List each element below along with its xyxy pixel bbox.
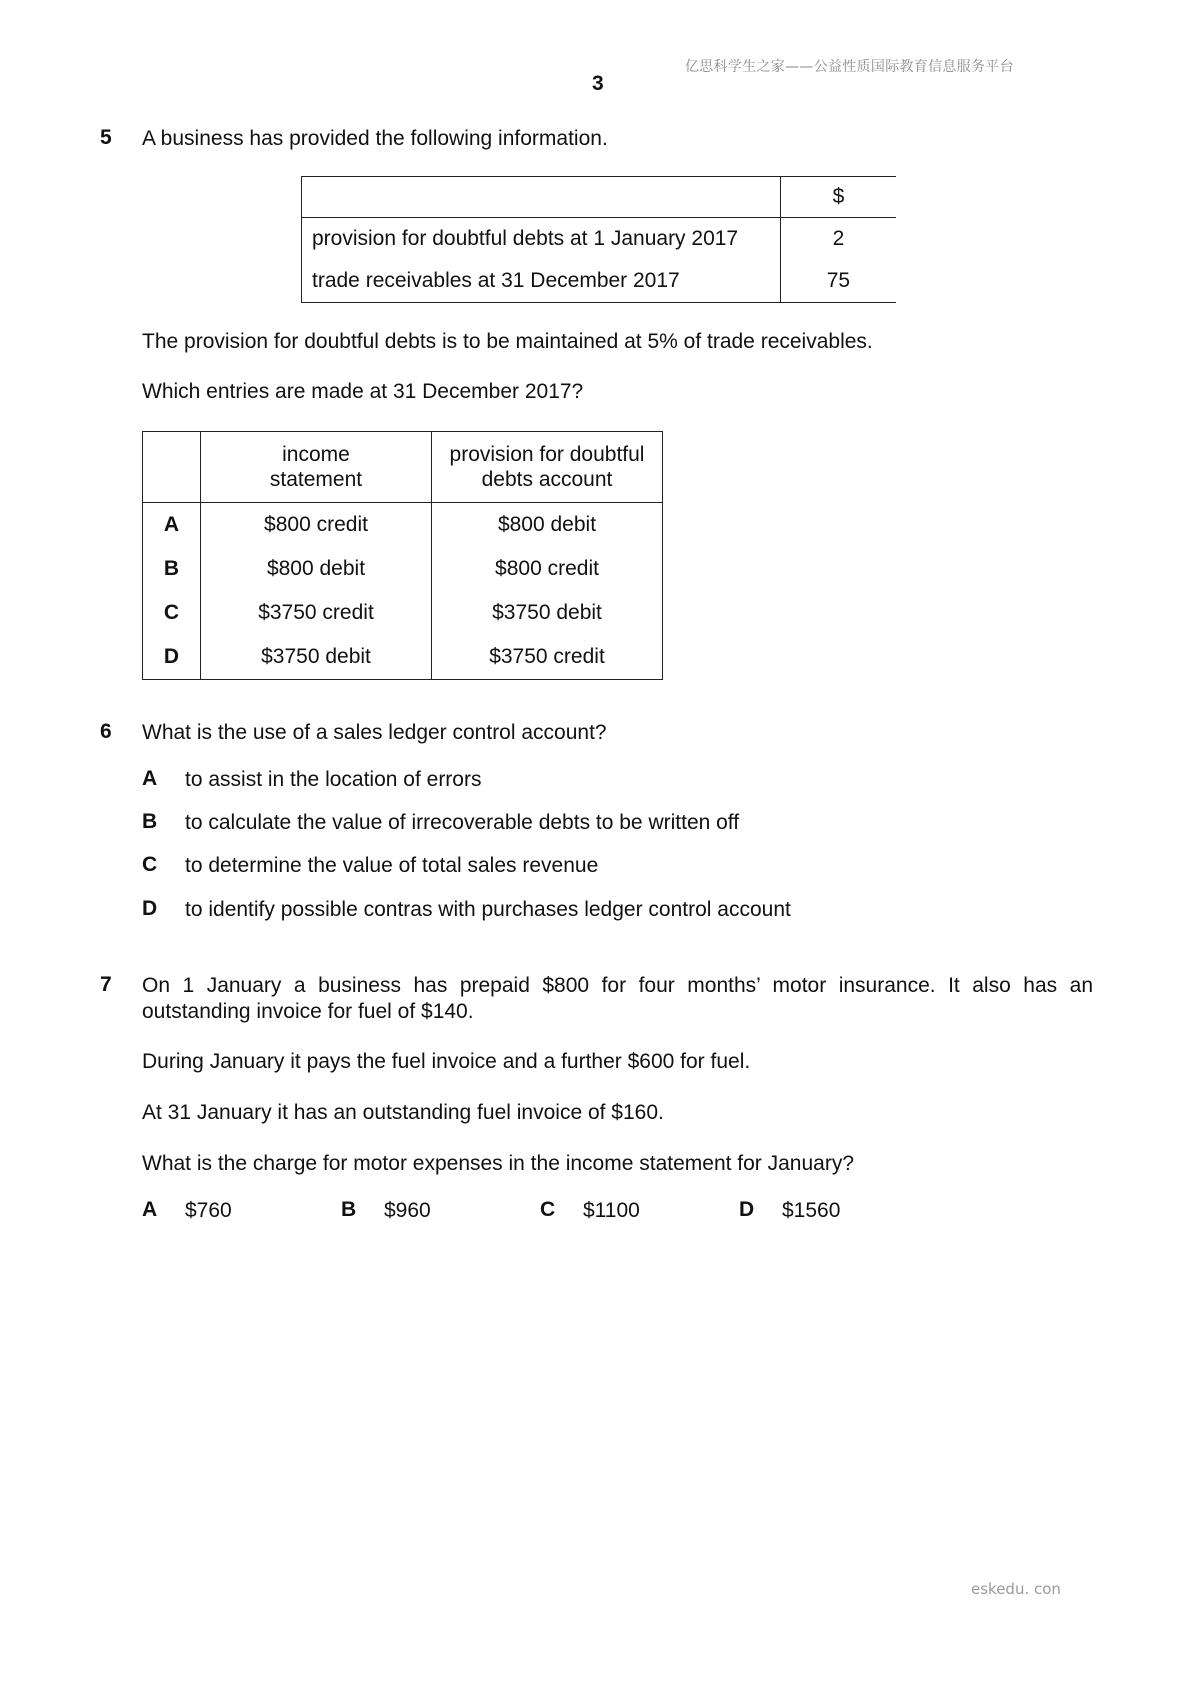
- table-row: [143, 635, 663, 680]
- question-7-line1: On 1 January a business has prepaid $800 for four months’ motor insurance. It also has an: [142, 974, 1093, 997]
- answer-table-header-row: [143, 432, 663, 503]
- option-text: $1560: [782, 1199, 841, 1222]
- question-5-intro: A business has provided the following information.: [142, 127, 608, 150]
- option-key: B: [341, 1198, 357, 1221]
- option-key: D: [142, 897, 158, 920]
- option-text: to calculate the value of irrecoverable debts to be written off: [185, 811, 740, 834]
- table-row: [143, 547, 663, 591]
- info-row-label: trade receivables at 31 December 2017: [302, 260, 781, 303]
- option-key: B: [142, 810, 158, 833]
- option-key: B: [143, 547, 201, 591]
- option-key: A: [142, 767, 158, 790]
- option-key: D: [739, 1198, 755, 1221]
- info-table-header-row: [302, 177, 897, 218]
- question-5-statement: The provision for doubtful debts is to be maintained at 5% of trade receivables.: [142, 330, 873, 353]
- provision-entry: $3750 debit: [432, 591, 663, 635]
- watermark-text: 亿思科学生之家——公益性质国际教育信息服务平台: [685, 59, 1014, 75]
- page-number: 3: [592, 72, 604, 95]
- option-key: C: [540, 1198, 556, 1221]
- option-text: to identify possible contras with purchases ledger control account: [185, 898, 791, 921]
- info-table: [301, 176, 896, 303]
- income-entry: $3750 credit: [201, 591, 432, 635]
- answer-table-blank-header: [143, 432, 201, 503]
- table-row: [143, 591, 663, 635]
- income-header-line2: statement: [269, 468, 363, 491]
- question-7-question: What is the charge for motor expenses in the income statement for January?: [142, 1152, 855, 1175]
- option-key: C: [142, 853, 158, 876]
- answer-table: [142, 431, 663, 680]
- provision-account-header: [432, 432, 663, 503]
- option-key: C: [143, 591, 201, 635]
- footer-site-text: eskedu. con: [971, 1580, 1061, 1598]
- info-row-label: provision for doubtful debts at 1 January 2017: [302, 218, 781, 261]
- option-text: $960: [384, 1199, 431, 1222]
- provision-entry: $800 debit: [432, 503, 663, 548]
- table-row: [302, 218, 897, 261]
- income-entry: $800 credit: [201, 503, 432, 548]
- option-text: to determine the value of total sales revenue: [185, 854, 599, 877]
- provision-header-line2: debts account: [481, 468, 613, 491]
- option-text: $1100: [583, 1199, 640, 1222]
- question-7-number: 7: [100, 973, 112, 996]
- question-7-line2: outstanding invoice for fuel of $140.: [142, 1000, 474, 1023]
- option-text: $760: [185, 1199, 232, 1222]
- question-7-para3: At 31 January it has an outstanding fuel invoice of $160.: [142, 1101, 664, 1124]
- info-table-blank-header: [302, 177, 781, 218]
- question-7-para2: During January it pays the fuel invoice and a further $600 for fuel.: [142, 1050, 751, 1073]
- provision-entry: $800 credit: [432, 547, 663, 591]
- question-6-question: What is the use of a sales ledger control account?: [142, 721, 607, 744]
- option-key: D: [143, 635, 201, 680]
- info-table-currency-header: $: [780, 177, 896, 218]
- income-entry: $800 debit: [201, 547, 432, 591]
- income-statement-header: [201, 432, 432, 503]
- income-header-line1: income: [282, 443, 350, 466]
- question-5-question: Which entries are made at 31 December 2017?: [142, 380, 584, 403]
- table-row: [302, 260, 897, 303]
- info-row-amount: 2: [780, 218, 896, 261]
- provision-header-line1: provision for doubtful: [449, 443, 645, 466]
- info-row-amount: 75: [780, 260, 896, 303]
- option-key: A: [143, 503, 201, 548]
- question-5-number: 5: [100, 126, 112, 149]
- option-text: to assist in the location of errors: [185, 768, 482, 791]
- question-6-number: 6: [100, 720, 112, 743]
- provision-entry: $3750 credit: [432, 635, 663, 680]
- table-row: [143, 503, 663, 548]
- income-entry: $3750 debit: [201, 635, 432, 680]
- option-key: A: [142, 1198, 158, 1221]
